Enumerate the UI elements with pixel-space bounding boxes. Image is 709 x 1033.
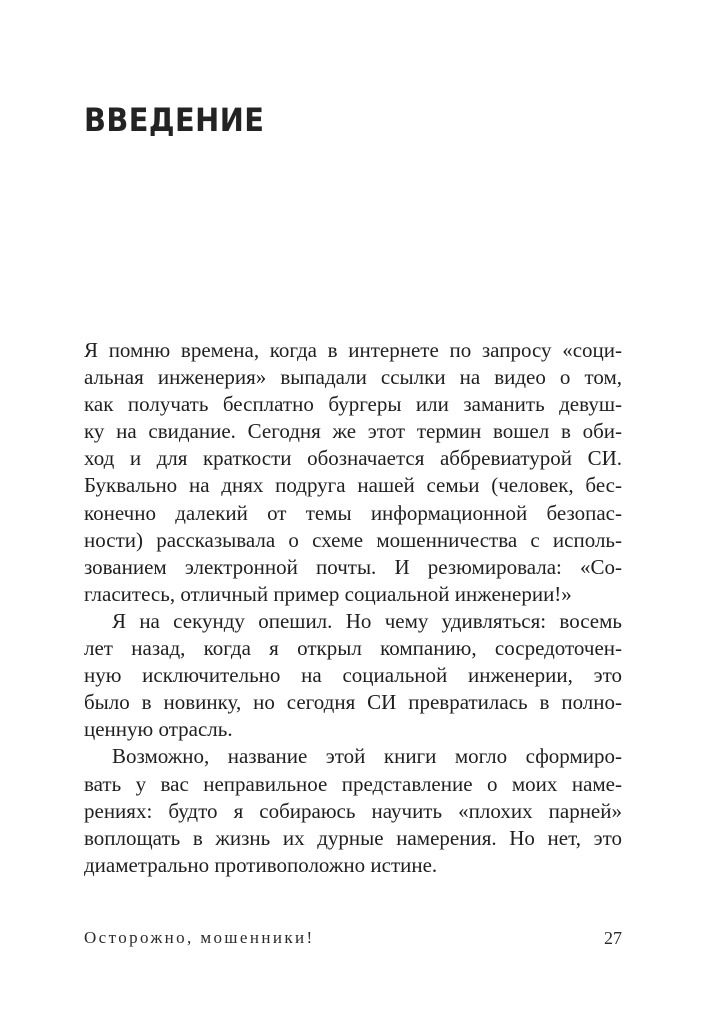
text-line: было в новинку, но сегодня СИ превратилась в полно- — [84, 690, 622, 715]
text-line: ценную отрасль. — [84, 717, 233, 742]
text-line: ку на свидание. Сегодня же этот термин вошел в оби- — [84, 419, 622, 444]
text-line: лет назад, когда я открыл компанию, сосредоточен- — [84, 636, 622, 661]
text-line: ную исключительно на социальной инженерии, это — [84, 663, 622, 688]
text-line: рениях: будто я собираюсь научить «плохих парней» — [84, 798, 622, 823]
page-number: 27 — [604, 928, 622, 948]
text-line: диаметрально противоположно истине. — [84, 852, 438, 877]
text-line: Буквально на днях подруга нашей семьи (человек, бес- — [84, 473, 622, 498]
text-line: ности) рассказывала о схеме мошенничества с исполь- — [84, 527, 622, 552]
text-line: гласитесь, отличный пример социальной инженерии!» — [84, 581, 572, 606]
text-line: Я на секунду опешил. Но чему удивляться: восемь — [112, 608, 622, 633]
text-line: альная инженерия» выпадали ссылки на видео о том, — [84, 365, 622, 390]
text-line: ход и для краткости обозначается аббревиатурой СИ. — [84, 446, 622, 471]
text-line: воплощать в жизнь их дурные намерения. Но нет, это — [84, 825, 622, 850]
text-line: Я помню времена, когда в интернете по запросу «соци- — [84, 338, 622, 362]
text-line: зованием электронной почты. И резюмировала: «Со- — [84, 554, 622, 579]
text-line: вать у вас неправильное представление о моих наме- — [84, 771, 622, 796]
body-text — [84, 337, 622, 879]
running-footer-title: Осторожно, мошенники! — [84, 928, 315, 947]
chapter-title: ВВЕДЕНИЕ — [84, 101, 265, 139]
text-line: Возможно, название этой книги могло сформиро- — [112, 744, 622, 769]
text-line: конечно далекий от темы информационной безопас- — [84, 500, 622, 525]
text-line: как получать бесплатно бургеры или заманить девуш- — [84, 392, 622, 417]
